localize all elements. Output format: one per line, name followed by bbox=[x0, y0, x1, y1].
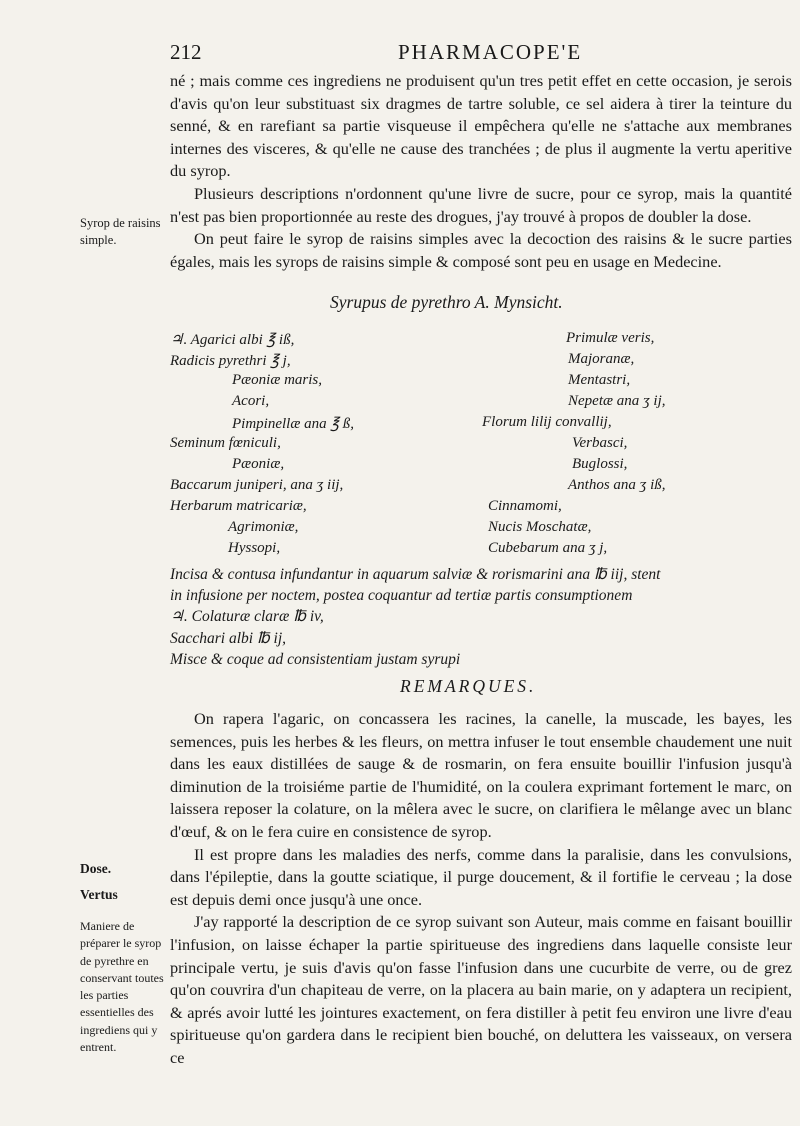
recipe-instructions bbox=[170, 564, 792, 670]
margin-note-maniere: Maniere de préparer le syrop de pyrethre en conservant toutes les parties essentielles des ingrediens qui y entrent. bbox=[80, 919, 164, 1055]
page-header bbox=[0, 40, 800, 70]
instruction-line: in infusione per noctem, postea coquantur ad tertiæ partis consumptionem bbox=[170, 587, 633, 605]
ingredient-line: Cinnamomi, bbox=[488, 498, 562, 514]
instruction-line: Misce & coque ad consistentiam justam syrupi bbox=[170, 650, 461, 668]
body-text-bottom bbox=[170, 708, 792, 1070]
recipe-title: Syrupus de pyrethro A. Mynsicht. bbox=[330, 292, 563, 312]
margin-note-raisins: Syrop de raisins simple. bbox=[80, 216, 161, 247]
ingredient-line: Pimpinellæ ana ℥ ß, bbox=[232, 416, 354, 432]
paragraph: Plusieurs descriptions n'ordonnent qu'une livre de sucre, pour ce syrop, mais la quantité n'est pas bien proportionnée au reste des drogues, j'ay trouvé à propos de doubler la dose. bbox=[170, 183, 792, 226]
body-text-top bbox=[170, 70, 792, 273]
instruction-line: ♃. Colaturæ claræ ℔ iv, bbox=[170, 608, 324, 626]
ingredient-line: Seminum fœniculi, bbox=[170, 435, 281, 451]
ingredient-line: Pæoniæ maris, bbox=[232, 372, 323, 388]
running-title: PHARMACOPE'E bbox=[398, 40, 583, 64]
ingredient-line: ♃. Agarici albi ℥ iß, bbox=[170, 332, 295, 348]
ingredient-line: Agrimoniæ, bbox=[228, 519, 299, 535]
paragraph: J'ay rapporté la description de ce syrop suivant son Auteur, mais comme en faisant bouillir l'infusion, on laisse échaper la partie spiritueuse des ingrediens dans laquelle consiste leur principale vertu, je suis d'avis qu'on fasse l'infusion dans une cucurbite de verre, ou de grez qu'on couvrira d'un chapiteau de verre, on la placera au bain marie, on y adaptera un recipient, & aprés avoir lutté les jointures exactement, on fera distiller à petit feu environ une livre d'eau spiritueuse qu'on gardera dans le recipient bien bouché, on deluttera les vaisseaux, on versera ce bbox=[170, 912, 792, 1067]
ingredient-line: Primulæ veris, bbox=[566, 330, 655, 346]
ingredient-line: Florum lilij convallij, bbox=[482, 414, 612, 430]
ingredient-line: Verbasci, bbox=[572, 435, 628, 451]
paragraph: Il est propre dans les maladies des nerfs, comme dans la paralisie, dans les convulsions, dans l'épileptie, dans la goutte sciatique, il purge doucement, & il fortifie le cerveau ; la dose est depuis demi once jusqu'à une once. bbox=[170, 844, 792, 909]
ingredient-line: Baccarum juniperi, ana ʒ iij, bbox=[170, 477, 344, 493]
ingredient-line: Radicis pyrethri ℥ j, bbox=[170, 353, 291, 369]
ingredient-line: Anthos ana ʒ iß, bbox=[568, 477, 666, 493]
ingredient-line: Cubebarum ana ʒ j, bbox=[488, 540, 608, 556]
margin-note-dose: Dose. bbox=[80, 861, 112, 876]
ingredient-line: Pæoniæ, bbox=[232, 456, 285, 472]
section-heading-remarques: REMARQUES. bbox=[400, 676, 537, 696]
instruction-line: Incisa & contusa infundantur in aquarum salviæ & rorismarini ana ℔ iij, stent bbox=[170, 566, 661, 583]
ingredient-line: Acori, bbox=[232, 393, 270, 409]
paragraph: né ; mais comme ces ingrediens ne produisent qu'un tres petit effet en cette occasion, je serois d'avis qu'on leur substituast six dragmes de tartre soluble, ce sel aidera à tirer la teinture du senné, & en rarefiant sa partie visqueuse il empêchera qu'elle ne s'attache aux membranes internes des visceres, & qu'elle ne cause des tranchées ; de plus il augmente la vertu aperitive du syrop. bbox=[170, 71, 792, 181]
ingredient-line: Herbarum matricariæ, bbox=[170, 498, 307, 514]
instruction-line: Sacchari albi ℔ ij, bbox=[170, 629, 287, 647]
ingredient-line: Nepetæ ana ʒ ij, bbox=[568, 393, 666, 409]
paragraph: On peut faire le syrop de raisins simples avec la decoction des raisins & le sucre parties égales, mais les syrops de raisins simple & composé sont peu en usage en Medecine. bbox=[170, 229, 792, 271]
ingredient-line: Hyssopi, bbox=[228, 540, 281, 556]
ingredient-line: Majoranæ, bbox=[568, 351, 635, 367]
margin-note-vertus: Vertus bbox=[80, 887, 118, 902]
ingredient-line: Mentastri, bbox=[568, 372, 631, 388]
paragraph: On rapera l'agaric, on concassera les racines, la canelle, la muscade, les bayes, les semences, puis les herbes & les fleurs, on mettra infuser le tout ensemble chaudement une nuit dans les eaux distillées de sauge & de rosmarin, on fera ensuite bouillir l'infusion jusqu'à diminution de la troisiéme partie de l'humidité, on la coulera exprimant fortement le marc, on laissera reposer la colature, on la mêlera avec le sucre, on clarifiera le mêlange avec un blanc d'œuf, & on le fera cuire en consistence de syrop. bbox=[170, 709, 792, 841]
ingredient-line: Nucis Moschatæ, bbox=[488, 519, 592, 535]
page-number: 212 bbox=[170, 40, 202, 64]
ingredient-line: Buglossi, bbox=[572, 456, 628, 472]
